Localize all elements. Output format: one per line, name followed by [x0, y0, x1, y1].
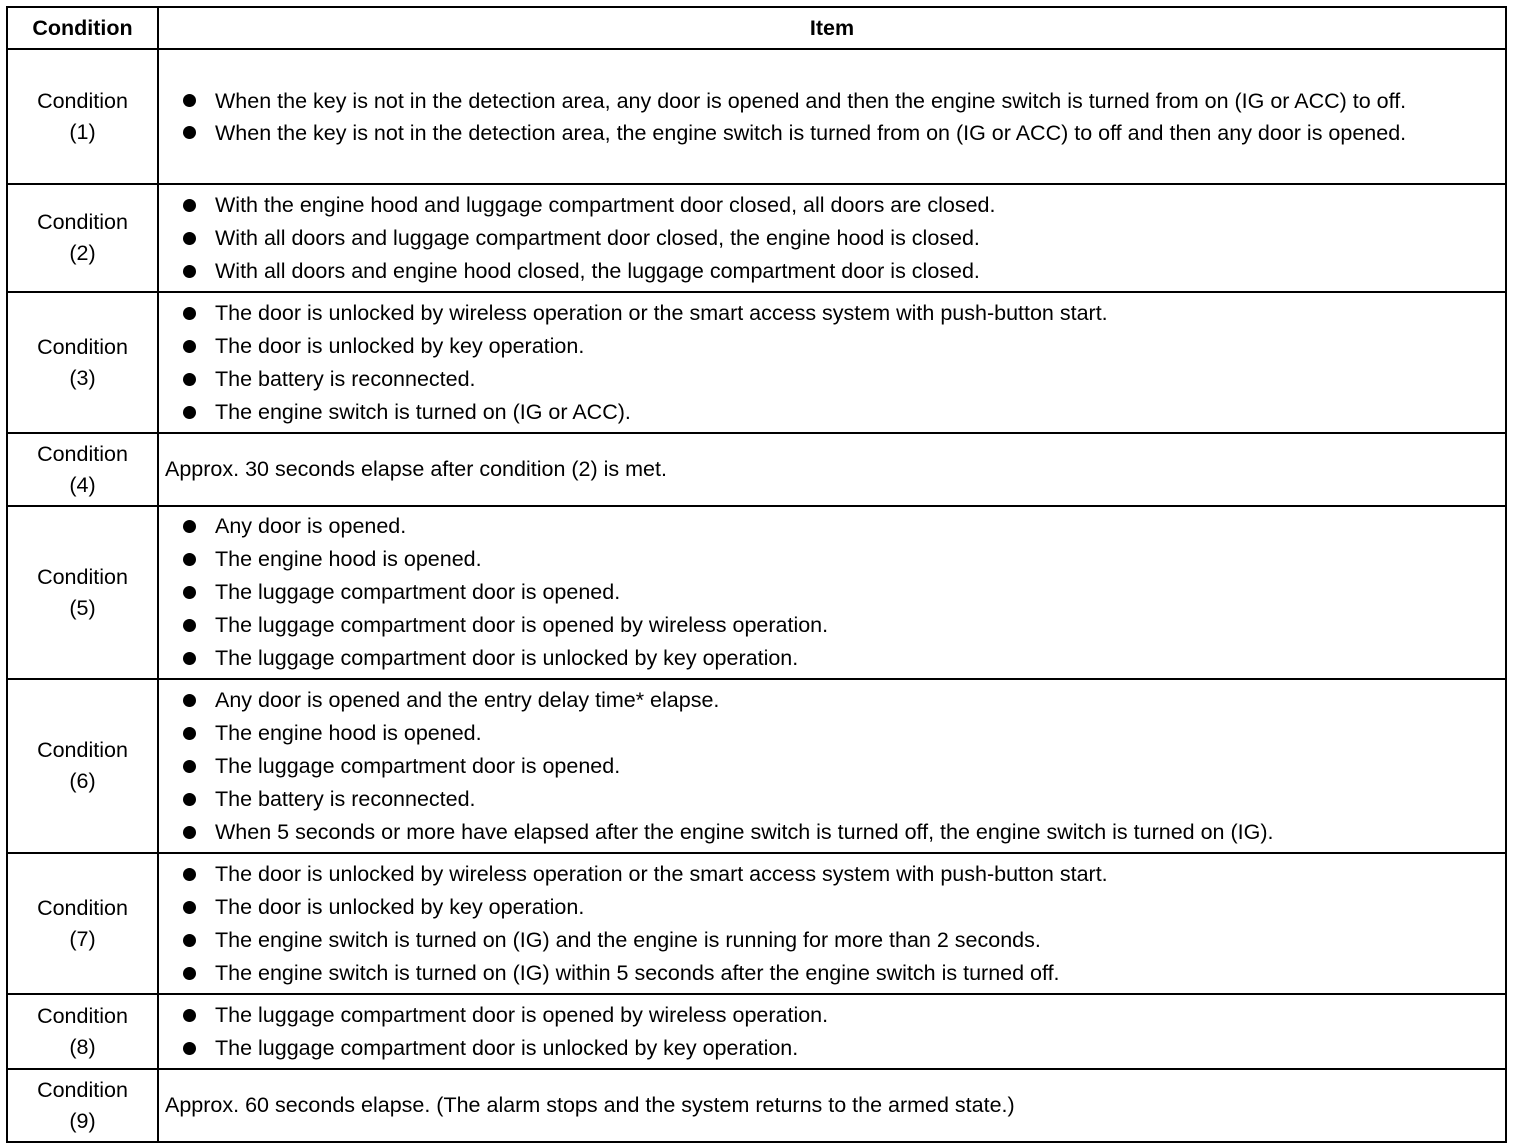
- item-text: The door is unlocked by key operation.: [215, 894, 585, 919]
- list-item: [163, 1032, 1497, 1065]
- condition-cell: [7, 506, 158, 679]
- condition-cell: [7, 679, 158, 853]
- list-item: [163, 363, 1497, 396]
- bullet-icon: [183, 760, 196, 773]
- condition-number: (2): [69, 241, 96, 265]
- list-item: [163, 750, 1497, 783]
- bullet-icon: [183, 1009, 196, 1022]
- bullet-icon: [183, 826, 196, 839]
- list-item: [163, 118, 1497, 148]
- bullet-icon: [183, 126, 196, 139]
- condition-number: (6): [69, 769, 96, 793]
- bullet-icon: [183, 199, 196, 212]
- item-cell: [158, 1069, 1506, 1142]
- list-item: [163, 510, 1497, 543]
- item-text: The luggage compartment door is unlocked by key operation.: [215, 646, 799, 670]
- item-text: The battery is reconnected.: [215, 786, 476, 811]
- list-item: [163, 957, 1497, 990]
- header-row: [7, 7, 1506, 49]
- item-text: The engine hood is opened.: [215, 720, 482, 745]
- item-text: The luggage compartment door is opened.: [215, 580, 621, 604]
- condition-number: (8): [69, 1034, 96, 1059]
- condition-number: (3): [69, 365, 96, 390]
- table-row: [7, 292, 1506, 433]
- list-item: [163, 684, 1497, 717]
- list-item: [163, 86, 1497, 116]
- item-text: When the key is not in the detection area, any door is opened and then the engine switch is turned from on (IG or ACC) to off.: [215, 88, 1407, 113]
- bullet-icon: [183, 586, 196, 599]
- item-cell: [158, 994, 1506, 1069]
- list-item: [163, 297, 1497, 330]
- item-text: The engine hood is opened.: [215, 547, 482, 571]
- condition-cell: [7, 292, 158, 433]
- item-text: The luggage compartment door is opened.: [215, 753, 621, 778]
- condition-label: Condition: [37, 1077, 128, 1102]
- item-text: The door is unlocked by key operation.: [215, 333, 585, 358]
- table-row: [7, 433, 1506, 506]
- bullet-icon: [183, 727, 196, 740]
- bullet-icon: [183, 793, 196, 806]
- item-text: The luggage compartment door is opened by wireless operation.: [215, 613, 829, 637]
- condition-number: (9): [69, 1108, 96, 1133]
- list-item: [163, 642, 1497, 675]
- bullet-icon: [183, 553, 196, 566]
- item-cell: [158, 679, 1506, 853]
- bullet-icon: [183, 1042, 196, 1055]
- item-text: With the engine hood and luggage compartment door closed, all doors are closed.: [215, 192, 996, 217]
- item-cell: [158, 506, 1506, 679]
- table-row: [7, 994, 1506, 1069]
- item-text: The luggage compartment door is unlocked by key operation.: [215, 1035, 799, 1060]
- header-item: Item: [158, 7, 1506, 49]
- bullet-icon: [183, 373, 196, 386]
- condition-number: (1): [69, 119, 96, 144]
- item-text: The luggage compartment door is opened by wireless operation.: [215, 1002, 829, 1027]
- item-text: Approx. 60 seconds elapse. (The alarm stops and the system returns to the armed state.): [165, 1093, 1015, 1117]
- bullet-icon: [183, 520, 196, 533]
- bullet-icon: [183, 406, 196, 419]
- table-row: [7, 49, 1506, 184]
- list-item: [163, 999, 1497, 1032]
- condition-label: Condition: [37, 334, 128, 359]
- bullet-icon: [183, 265, 196, 278]
- bullet-icon: [183, 934, 196, 947]
- condition-label: Condition: [37, 441, 128, 466]
- condition-number: (4): [69, 472, 96, 497]
- table-row: [7, 853, 1506, 994]
- condition-cell: [7, 1069, 158, 1142]
- condition-label: Condition: [37, 88, 128, 113]
- item-list: [163, 858, 1497, 990]
- condition-cell: [7, 994, 158, 1069]
- condition-label: Condition: [37, 1003, 128, 1028]
- item-text: The engine switch is turned on (IG or ACC).: [215, 399, 631, 424]
- header-condition: Condition: [7, 7, 158, 49]
- item-text: Any door is opened and the entry delay time* elapse.: [215, 687, 720, 712]
- bullet-icon: [183, 307, 196, 320]
- list-item: [163, 816, 1497, 849]
- bullet-icon: [183, 967, 196, 980]
- list-item: [163, 396, 1497, 429]
- item-text: The battery is reconnected.: [215, 366, 476, 391]
- condition-cell: [7, 49, 158, 184]
- item-cell: [158, 433, 1506, 506]
- list-item: [163, 609, 1497, 642]
- bullet-icon: [183, 232, 196, 245]
- table-row: [7, 679, 1506, 853]
- item-cell: [158, 49, 1506, 184]
- condition-label: Condition: [37, 895, 128, 920]
- item-text: Approx. 30 seconds elapse after condition (2) is met.: [165, 457, 667, 481]
- conditions-table: [6, 6, 1507, 1143]
- condition-number: (5): [69, 595, 96, 620]
- item-text: When the key is not in the detection area, the engine switch is turned from on (IG or ACC) to off and then any door is opened.: [215, 120, 1407, 145]
- bullet-icon: [183, 868, 196, 881]
- bullet-icon: [183, 340, 196, 353]
- item-text: With all doors and engine hood closed, the luggage compartment door is closed.: [215, 258, 980, 283]
- table-row: [7, 1069, 1506, 1142]
- item-text: Any door is opened.: [215, 514, 407, 538]
- item-list: [163, 189, 1497, 288]
- bullet-icon: [183, 694, 196, 707]
- item-list: [163, 999, 1497, 1065]
- item-text: With all doors and luggage compartment door closed, the engine hood is closed.: [215, 225, 980, 250]
- bullet-icon: [183, 652, 196, 665]
- item-text: The door is unlocked by wireless operation or the smart access system with push-button start.: [215, 861, 1108, 886]
- bullet-icon: [183, 619, 196, 632]
- item-list: [163, 510, 1497, 675]
- table-row: [7, 506, 1506, 679]
- list-item: [163, 858, 1497, 891]
- item-text: The engine switch is turned on (IG) and the engine is running for more than 2 seconds.: [215, 927, 1041, 952]
- condition-cell: [7, 433, 158, 506]
- list-item: [163, 255, 1497, 288]
- condition-label: Condition: [37, 210, 128, 234]
- item-list: [163, 684, 1497, 849]
- list-item: [163, 576, 1497, 609]
- list-item: [163, 543, 1497, 576]
- item-cell: [158, 292, 1506, 433]
- condition-label: Condition: [37, 564, 128, 589]
- list-item: [163, 222, 1497, 255]
- condition-cell: [7, 853, 158, 994]
- bullet-icon: [183, 94, 196, 107]
- list-item: [163, 189, 1497, 222]
- condition-label: Condition: [37, 738, 128, 762]
- item-text: The engine switch is turned on (IG) within 5 seconds after the engine switch is turned off.: [215, 960, 1060, 985]
- list-item: [163, 717, 1497, 750]
- list-item: [163, 783, 1497, 816]
- list-item: [163, 891, 1497, 924]
- list-item: [163, 924, 1497, 957]
- bullet-icon: [183, 901, 196, 914]
- item-list: [163, 86, 1497, 148]
- item-list: [163, 297, 1497, 429]
- condition-number: (7): [69, 926, 96, 951]
- list-item: [163, 330, 1497, 363]
- table-row: [7, 184, 1506, 292]
- item-cell: [158, 184, 1506, 292]
- item-text: When 5 seconds or more have elapsed after the engine switch is turned off, the engine switch is turned on (IG).: [215, 819, 1274, 844]
- item-text: The door is unlocked by wireless operation or the smart access system with push-button start.: [215, 300, 1108, 325]
- condition-cell: [7, 184, 158, 292]
- item-cell: [158, 853, 1506, 994]
